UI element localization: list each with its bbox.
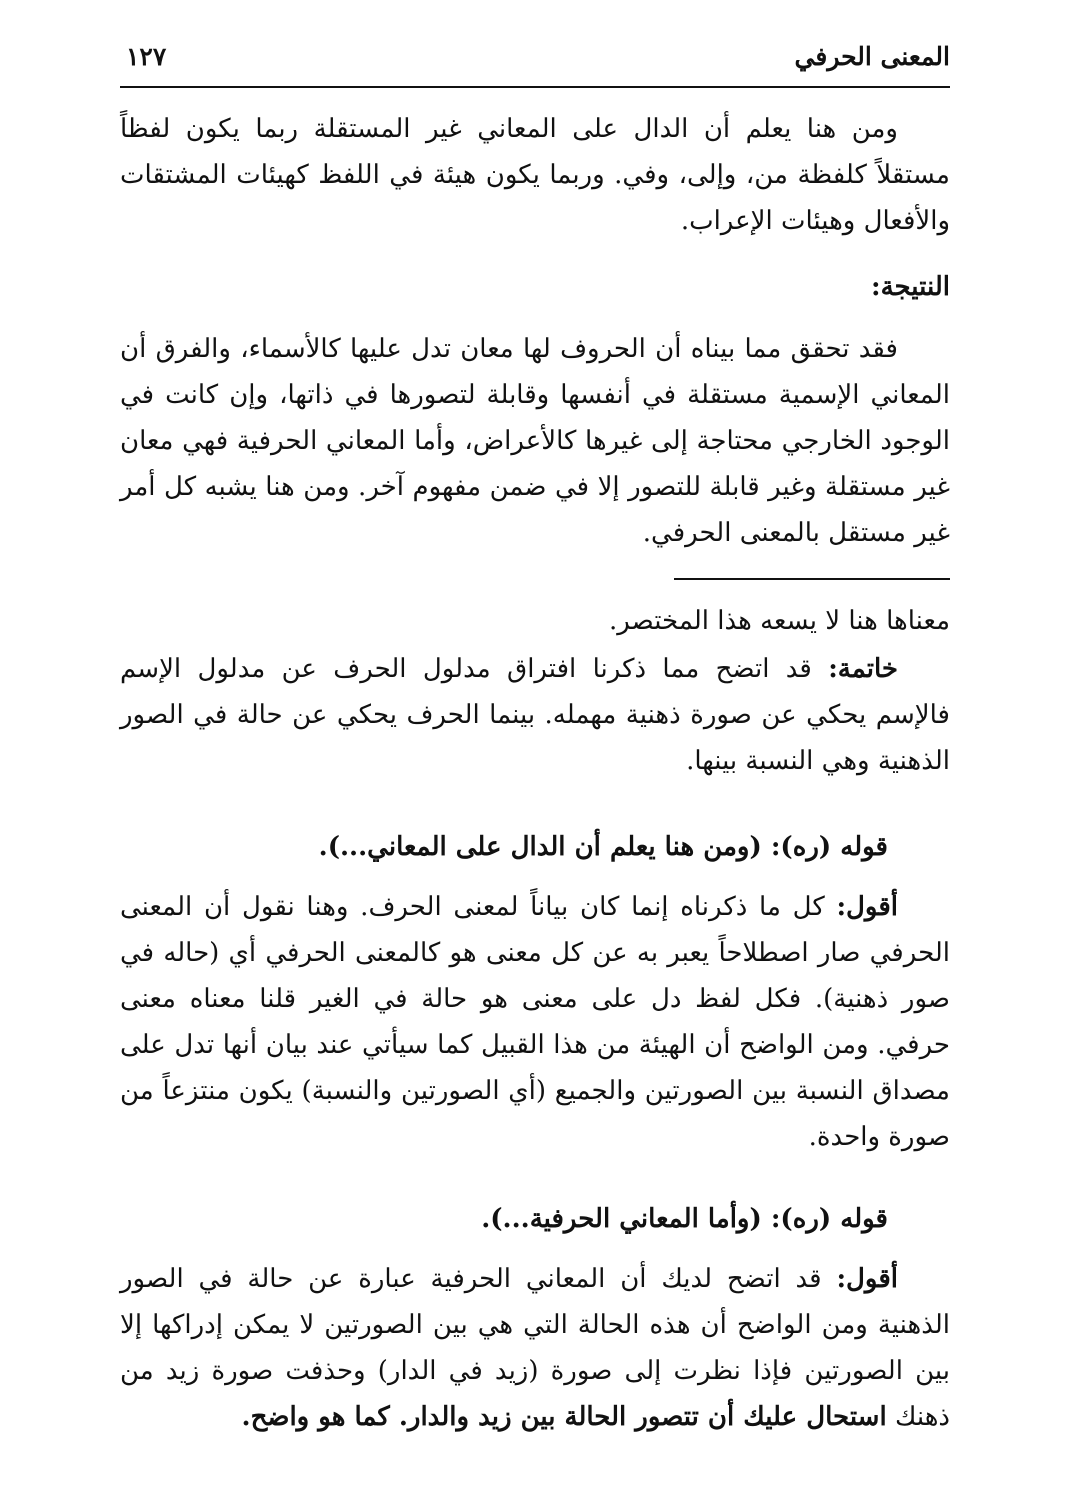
reply-paragraph-1 (120, 884, 950, 1160)
running-header (120, 34, 950, 88)
conclusion-text: قد اتضح مما ذكرنا افتراق مدلول الحرف عن مدلول الإسم فالإسم يحكي عن صورة ذهنية مهمله. بينما الحرف يحكي عن حالة في الصور الذهنية وهي النسبة بينها. (120, 654, 950, 776)
reply-label-1: أقول: (836, 892, 899, 922)
reply-text-2b: استحال عليك أن تتصور الحالة بين زيد والدار. كما هو واضح. (241, 1402, 887, 1432)
conclusion-paragraph (120, 646, 950, 784)
main-paragraph-1: ومن هنا يعلم أن الدال على المعاني غير المستقلة ربما يكون لفظاً مستقلاً كلفظة من، وإلى، وفي. وربما يكون هيئة في اللفظ كهيئات المشتقات والأفعال وهيئات الإعراب. (120, 114, 950, 236)
main-paragraph-2: فقد تحقق مما بيناه أن الحروف لها معان تدل عليها كالأسماء، والفرق أن المعاني الإسمية مستقلة في أنفسها وقابلة لتصورها في ذاتها، وإن كانت في الوجود الخارجي محتاجة إلى غيرها كالأعراض، وأما المعاني الحرفية فهي معان غير مستقلة وغير قابلة للتصور إلا في ضمن مفهوم آخر. ومن هنا يشبه كل أمر غير مستقل بالمعنى الحرفي. (120, 334, 950, 548)
quote-heading-1: قوله (ره): (ومن هنا يعلم أن الدال على المعاني...). (318, 832, 888, 862)
page-number: ١٢٧ (126, 42, 167, 71)
reply-label-2: أقول: (836, 1264, 899, 1294)
footnote-separator (674, 578, 950, 580)
conclusion-label: خاتمة: (828, 654, 898, 684)
result-heading: النتيجة: (870, 272, 950, 302)
reply-paragraph-2 (120, 1256, 950, 1440)
footnote-text: معناها هنا لا يسعه هذا المختصر. (609, 606, 950, 636)
reply-text-2a: قد اتضح لديك أن المعاني الحرفية عبارة عن حالة في الصور الذهنية ومن الواضح أن هذه الحالة التي هي بين الصورتين لا يمكن إدراكها إلا بين الصورتين فإذا نظرت إلى صورة (زيد في الدار) وحذفت صورة زيد من ذهنك (120, 1264, 950, 1432)
chapter-title: المعنى الحرفي (794, 42, 950, 71)
quote-heading-2: قوله (ره): (وأما المعاني الحرفية...). (481, 1204, 888, 1234)
reply-text-1: كل ما ذكرناه إنما كان بياناً لمعنى الحرف. وهنا نقول أن المعنى الحرفي صار اصطلاحاً يعبر به عن كل معنى هو كالمعنى الحرفي أي (حاله في صور ذهنية). فكل لفظ دل على معنى هو حالة في الغير قلنا معناه معنى حرفي. ومن الواضح أن الهيئة من هذا القبيل كما سيأتي عند بيان أنها تدل على مصداق النسبة بين الصورتين والجميع (أي الصورتين والنسبة) يكون منتزعاً من صورة واحدة. (120, 892, 950, 1152)
